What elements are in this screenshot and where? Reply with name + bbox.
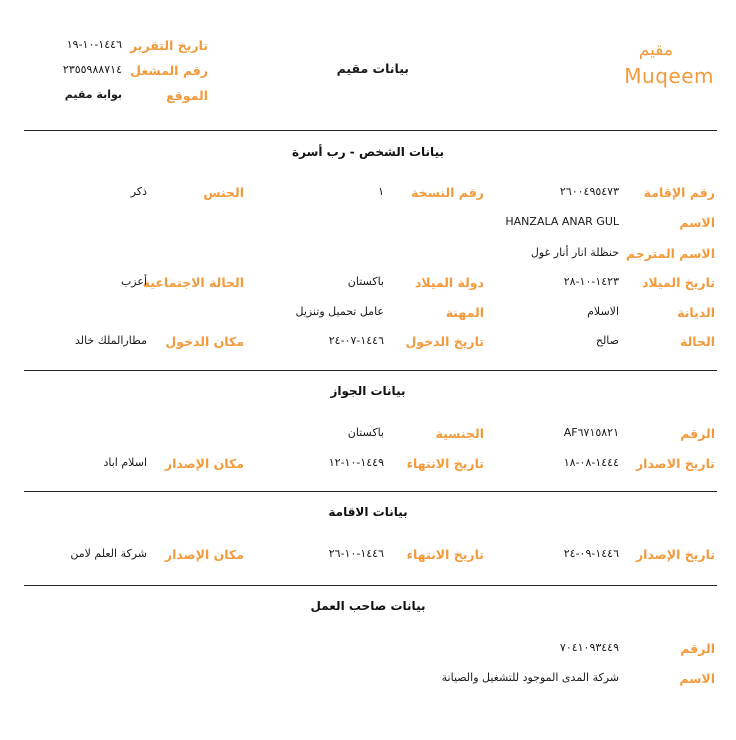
logo-english: Muqeem [624,64,714,88]
location-label: الموقع [166,88,208,103]
marital-status-value: أعزب [120,275,147,288]
logo-arabic: مقيم [638,40,673,60]
employer-number-label: الرقم [680,641,715,656]
residency-issue-place-value: شركة العلم لامن [70,547,147,560]
birth-country-value: باكستان [347,275,384,288]
iqama-number-value: ٢٦٠٠٤٩٥٤٧٣ [559,185,619,198]
residency-expiry-date-value: ١٤٤٦-١٠-٢٦ [328,547,384,560]
birth-country-label: دولة الميلاد [414,275,484,290]
residency-issue-place-label: مكان الإصدار [164,547,244,562]
birth-date-label: تاريخ الميلاد [641,275,715,290]
location-value: بوابة مقيم [64,88,122,101]
passport-issue-place-value: اسلام اباد [103,456,147,469]
residency-expiry-date-label: تاريخ الانتهاء [406,547,484,562]
divider [24,585,717,586]
entry-date-label: تاريخ الدخول [405,334,484,349]
residency-section-heading: بيانات الاقامة [328,505,408,519]
copy-number-label: رقم النسخة [411,185,484,200]
passport-issue-place-label: مكان الإصدار [164,456,244,471]
report-date-label: تاريخ التقرير [130,38,208,53]
passport-section-heading: بيانات الجواز [330,384,406,398]
entry-place-label: مكان الدخول [165,334,244,349]
employer-name-label: الاسم [679,671,715,686]
religion-label: الديانة [677,305,715,320]
name-label: الاسم [679,215,715,230]
passport-expiry-date-label: تاريخ الانتهاء [406,456,484,471]
nationality-value: باكستان [347,426,384,439]
marital-status-label: الحالة الاجتماعية [142,275,244,290]
passport-issue-date-value: ١٤٤٤-٠٨-١٨ [563,456,619,469]
status-label: الحالة [680,334,715,349]
document-title: بيانات مقيم [336,61,409,76]
gender-value: ذكر [130,185,147,198]
divider [24,370,717,371]
operator-number-value: ٢٣٥٥٩٨٨٧١٤ [62,63,122,76]
employer-number-value: ٧٠٤١٠٩٣٤٤٩ [559,641,619,654]
religion-value: الاسلام [587,305,619,318]
passport-issue-date-label: تاريخ الاصدار [635,456,715,471]
translated-name-label: الاسم المترجم [625,246,715,261]
nationality-label: الجنسية [435,426,484,441]
entry-date-value: ١٤٤٦-٠٧-٢٤ [328,334,384,347]
employer-section-heading: بيانات صاحب العمل [310,599,426,613]
report-date-value: ١٤٤٦-١٠-١٩ [66,38,122,51]
passport-number-label: الرقم [680,426,715,441]
copy-number-value: ١ [378,185,384,198]
passport-expiry-date-value: ١٤٤٩-١٠-١٢ [328,456,384,469]
entry-place-value: مطارالملك خالد [74,334,147,347]
occupation-label: المهنة [445,305,484,320]
iqama-number-label: رقم الإقامة [643,185,715,200]
divider [24,491,717,492]
passport-number-value: AF٦٧١٥٨٢١ [563,426,619,439]
employer-name-value: شركة المدى الموجود للتشغيل والصيانة [441,671,619,684]
person-section-heading: بيانات الشخص - رب أسرة [292,145,444,159]
residency-issue-date-label: تاريخ الإصدار [635,547,715,562]
operator-number-label: رقم المشغل [130,63,208,78]
occupation-value: عامل تحميل وتنزيل [295,305,384,318]
birth-date-value: ١٤٢٣-١٠-٢٨ [563,275,619,288]
name-value: HANZALA ANAR GUL [505,215,619,228]
gender-label: الجنس [203,185,244,200]
status-value: صالح [595,334,619,347]
residency-issue-date-value: ١٤٤٦-٠٩-٢٤ [563,547,619,560]
divider [24,130,717,131]
translated-name-value: حنظلة انار أنار غول [530,246,619,259]
